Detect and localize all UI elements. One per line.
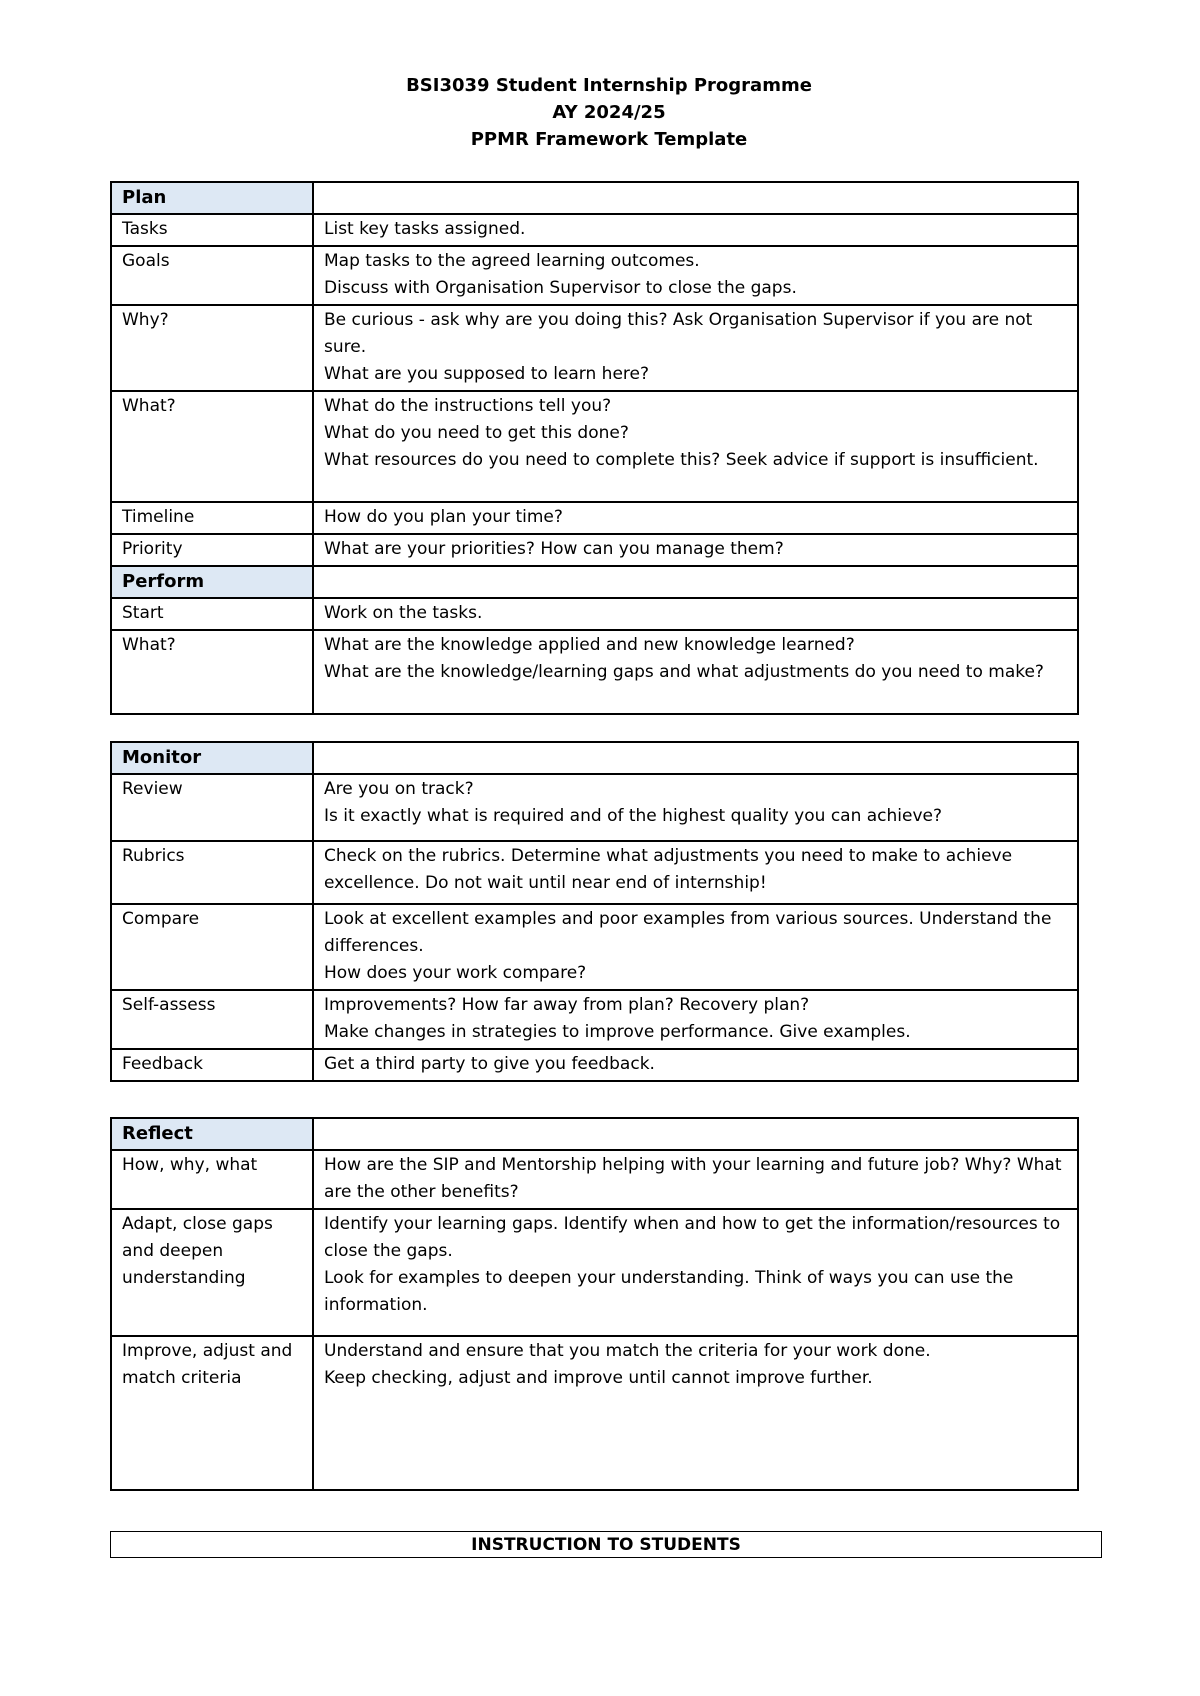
section-header-row [111, 182, 1078, 214]
row-label: Adapt, close gaps and deepen understanding [111, 1209, 313, 1336]
table-row [111, 774, 1078, 841]
row-label: Tasks [111, 214, 313, 246]
row-label: Timeline [111, 502, 313, 534]
row-content: What are the knowledge applied and new knowledge learned? What are the knowledge/learning gaps and what adjustments do you need to make? [313, 630, 1078, 714]
table-row [111, 1150, 1078, 1209]
section-heading: Monitor [111, 742, 313, 774]
table-row [111, 305, 1078, 391]
document-title: BSI3039 Student Internship Programme [406, 75, 812, 96]
table-row [111, 246, 1078, 305]
section-heading: Reflect [111, 1118, 313, 1150]
table-row [111, 990, 1078, 1049]
row-content: Identify your learning gaps. Identify when and how to get the information/resources to close the gaps. Look for examples to deepen your understanding. Think of ways you can use the information. [313, 1209, 1078, 1336]
row-content: Get a third party to give you feedback. [313, 1049, 1078, 1081]
row-content: Check on the rubrics. Determine what adjustments you need to make to achieve excellence. Do not wait until near end of internship! [313, 841, 1078, 904]
row-content: Understand and ensure that you match the criteria for your work done. Keep checking, adjust and improve until cannot improve further. [313, 1336, 1078, 1490]
row-content: Look at excellent examples and poor examples from various sources. Understand the differences. How does your work compare? [313, 904, 1078, 990]
table-row [111, 904, 1078, 990]
row-content: Map tasks to the agreed learning outcomes. Discuss with Organisation Supervisor to close the gaps. [313, 246, 1078, 305]
section-heading: Plan [111, 182, 313, 214]
monitor-table [110, 741, 1079, 1082]
row-label: Compare [111, 904, 313, 990]
row-content: Are you on track? Is it exactly what is required and of the highest quality you can achieve? [313, 774, 1078, 841]
row-content: Improvements? How far away from plan? Recovery plan? Make changes in strategies to improve performance. Give examples. [313, 990, 1078, 1049]
table-row [111, 630, 1078, 714]
row-content: What do the instructions tell you? What do you need to get this done? What resources do you need to complete this? Seek advice if support is insufficient. [313, 391, 1078, 502]
table-row [111, 534, 1078, 566]
document-subtitle: PPMR Framework Template [470, 129, 748, 150]
row-label: Rubrics [111, 841, 313, 904]
table-row [111, 502, 1078, 534]
section-header-row [111, 1118, 1078, 1150]
row-label: Goals [111, 246, 313, 305]
table-row [111, 391, 1078, 502]
row-label: Self-assess [111, 990, 313, 1049]
row-content: What are your priorities? How can you manage them? [313, 534, 1078, 566]
table-row [111, 214, 1078, 246]
table-row [111, 1209, 1078, 1336]
academic-year: AY 2024/25 [552, 102, 666, 123]
row-content: Work on the tasks. [313, 598, 1078, 630]
row-content: Be curious - ask why are you doing this? Ask Organisation Supervisor if you are not sure. What are you supposed to learn here? [313, 305, 1078, 391]
table-row [111, 1049, 1078, 1081]
row-content: How are the SIP and Mentorship helping with your learning and future job? Why? What are the other benefits? [313, 1150, 1078, 1209]
reflect-table [110, 1117, 1079, 1491]
table-row [111, 598, 1078, 630]
table-row [111, 841, 1078, 904]
section-header-row [111, 742, 1078, 774]
row-label: Priority [111, 534, 313, 566]
section-heading: Perform [111, 566, 313, 598]
plan-perform-table [110, 181, 1079, 715]
row-label: Improve, adjust and match criteria [111, 1336, 313, 1490]
row-content: List key tasks assigned. [313, 214, 1078, 246]
instructions-divider [110, 1557, 1102, 1558]
instructions-heading: INSTRUCTION TO STUDENTS [110, 1531, 1102, 1557]
row-label: How, why, what [111, 1150, 313, 1209]
row-label: Review [111, 774, 313, 841]
document-header [0, 72, 1200, 153]
row-label: Start [111, 598, 313, 630]
row-label: What? [111, 391, 313, 502]
table-row [111, 1336, 1078, 1490]
row-label: Why? [111, 305, 313, 391]
row-content: How do you plan your time? [313, 502, 1078, 534]
row-label: Feedback [111, 1049, 313, 1081]
section-header-row [111, 566, 1078, 598]
row-label: What? [111, 630, 313, 714]
